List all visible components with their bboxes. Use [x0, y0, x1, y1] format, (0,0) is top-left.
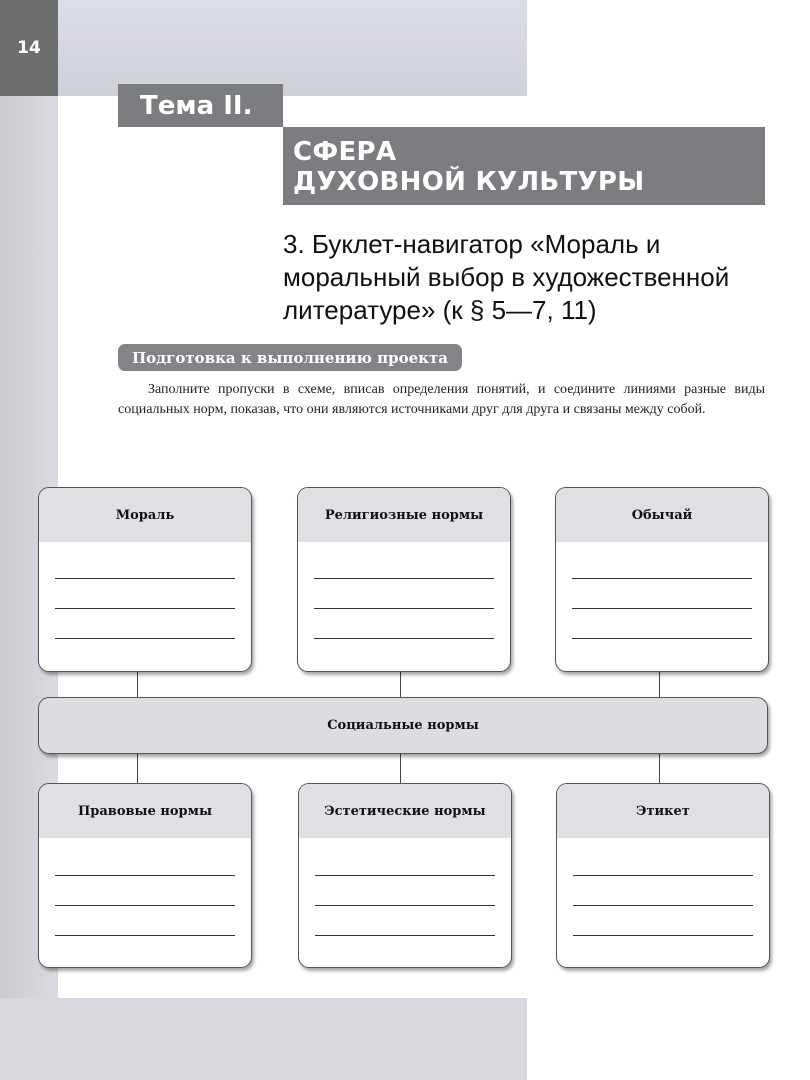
bottom-band: [0, 998, 527, 1080]
topic-title: [283, 127, 765, 205]
answer-line[interactable]: [314, 608, 494, 609]
section-pill: Подготовка к выполнению проекта: [118, 344, 462, 371]
box-religious-norms: [297, 487, 511, 672]
answer-line[interactable]: [573, 905, 753, 906]
answer-line[interactable]: [55, 905, 235, 906]
answer-line[interactable]: [315, 935, 495, 936]
page-number: 14: [0, 0, 58, 96]
answer-line[interactable]: [573, 875, 753, 876]
answer-line[interactable]: [572, 578, 752, 579]
exercise-heading: 3. Буклет-навигатор «Мораль и моральный выбор в художественной литературе» (к § 5—7, 11): [283, 229, 730, 325]
box-morality: [38, 487, 252, 672]
top-band: [0, 0, 527, 96]
box-custom: [555, 487, 769, 672]
box-title: Мораль: [39, 488, 251, 542]
answer-line[interactable]: [55, 608, 235, 609]
box-title: Этикет: [557, 784, 769, 838]
answer-line[interactable]: [55, 638, 235, 639]
box-title: Эстетические нормы: [299, 784, 511, 838]
answer-line[interactable]: [314, 578, 494, 579]
connector: [400, 752, 401, 784]
box-etiquette: [556, 783, 770, 968]
answer-line[interactable]: [315, 875, 495, 876]
answer-line[interactable]: [55, 875, 235, 876]
answer-line[interactable]: [55, 578, 235, 579]
social-norms-bar: Социальные нормы: [38, 697, 768, 754]
answer-line[interactable]: [572, 638, 752, 639]
connector: [137, 752, 138, 784]
box-title: Религиозные нормы: [298, 488, 510, 542]
connector: [659, 670, 660, 698]
topic-title-line1: СФЕРА: [293, 137, 397, 167]
connector: [659, 752, 660, 784]
answer-line[interactable]: [573, 935, 753, 936]
instructions: Заполните пропуски в схеме, вписав определения понятий, и соедините линиями разные виды социальных норм, показав, что они являются источниками друг для друга и связаны между собой.: [118, 382, 765, 417]
box-aesthetic-norms: [298, 783, 512, 968]
answer-line[interactable]: [315, 905, 495, 906]
box-title: Правовые нормы: [39, 784, 251, 838]
box-title: Обычай: [556, 488, 768, 542]
answer-line[interactable]: [55, 935, 235, 936]
connector: [137, 670, 138, 698]
topic-label: Тема II.: [118, 84, 283, 127]
answer-line[interactable]: [314, 638, 494, 639]
box-legal-norms: [38, 783, 252, 968]
topic-title-line2: ДУХОВНОЙ КУЛЬТУРЫ: [293, 167, 645, 197]
answer-line[interactable]: [572, 608, 752, 609]
connector: [400, 670, 401, 698]
